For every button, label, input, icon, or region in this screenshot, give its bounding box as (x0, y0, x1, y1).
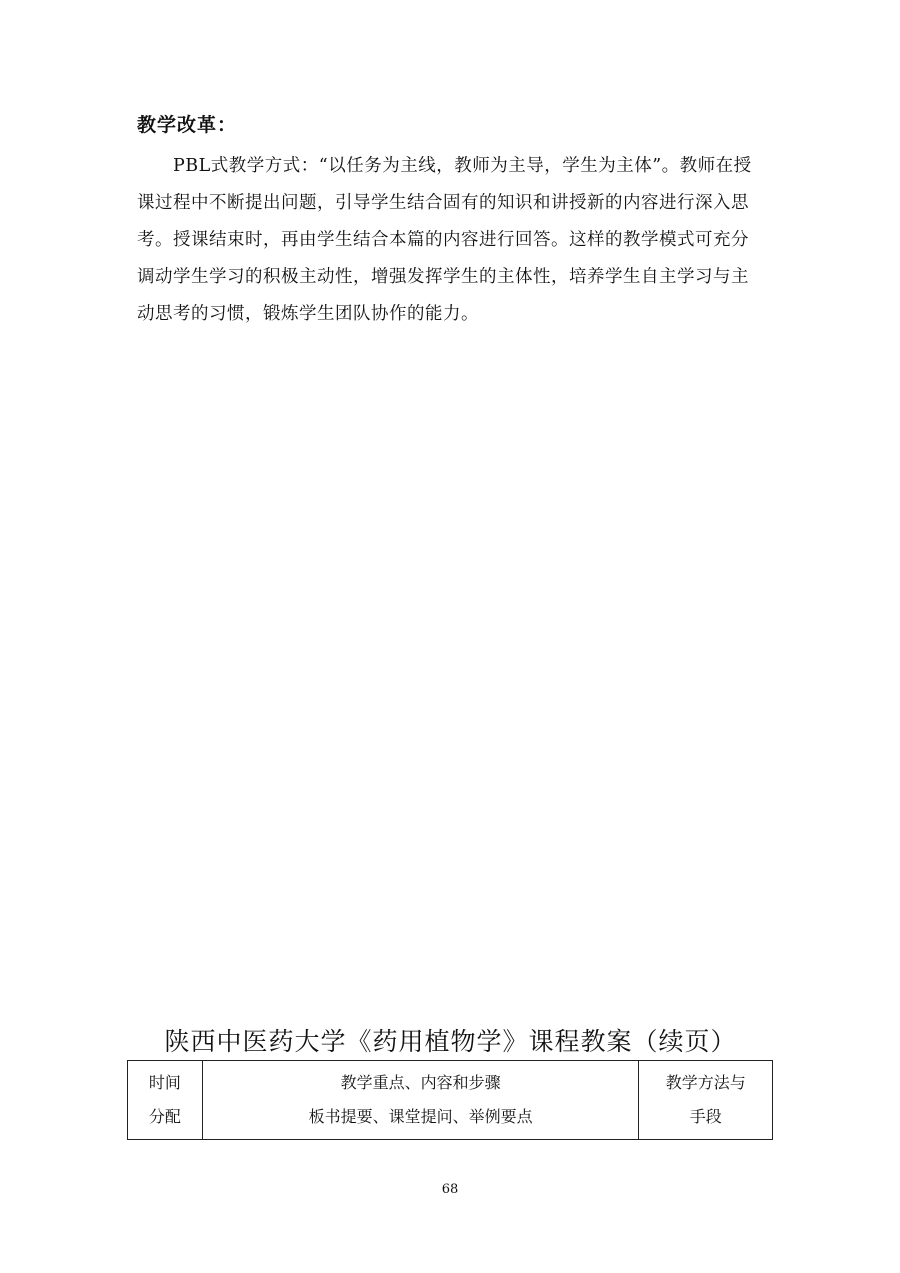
paragraph-line: 动思考的习惯，锻炼学生团队协作的能力。 (137, 304, 479, 324)
teaching-method-header (639, 1061, 773, 1140)
paragraph-line: 考。授课结束时，再由学生结合本篇的内容进行回答。这样的教学模式可充分 (137, 230, 749, 250)
paragraph-line: 课过程中不断提出问题，引导学生结合固有的知识和讲授新的内容进行深入思 (137, 193, 749, 213)
course-plan-title: 陕西中医药大学《药用植物学》课程教案（续页） (164, 1027, 737, 1056)
teaching-reform-paragraph (137, 148, 777, 333)
section-heading: 教学改革： (137, 114, 238, 136)
header-line: 板书提要、课堂提问、举例要点 (308, 1107, 533, 1126)
page-number: 68 (441, 1182, 459, 1197)
header-line: 教学方法与 (665, 1073, 746, 1092)
header-line: 分配 (148, 1107, 181, 1126)
header-line: 时间 (148, 1073, 181, 1092)
paragraph-line: PBL式教学方式：“以任务为主线，教师为主导，学生为主体”。教师在授 (173, 156, 752, 176)
course-plan-header-table (127, 1060, 773, 1140)
header-line: 教学重点、内容和步骤 (340, 1073, 501, 1092)
time-allocation-header (128, 1061, 203, 1140)
table-header-row (128, 1061, 773, 1140)
header-line: 手段 (689, 1107, 722, 1126)
paragraph-line: 调动学生学习的积极主动性，增强发挥学生的主体性，培养学生自主学习与主 (137, 267, 749, 287)
teaching-content-header (202, 1061, 639, 1140)
